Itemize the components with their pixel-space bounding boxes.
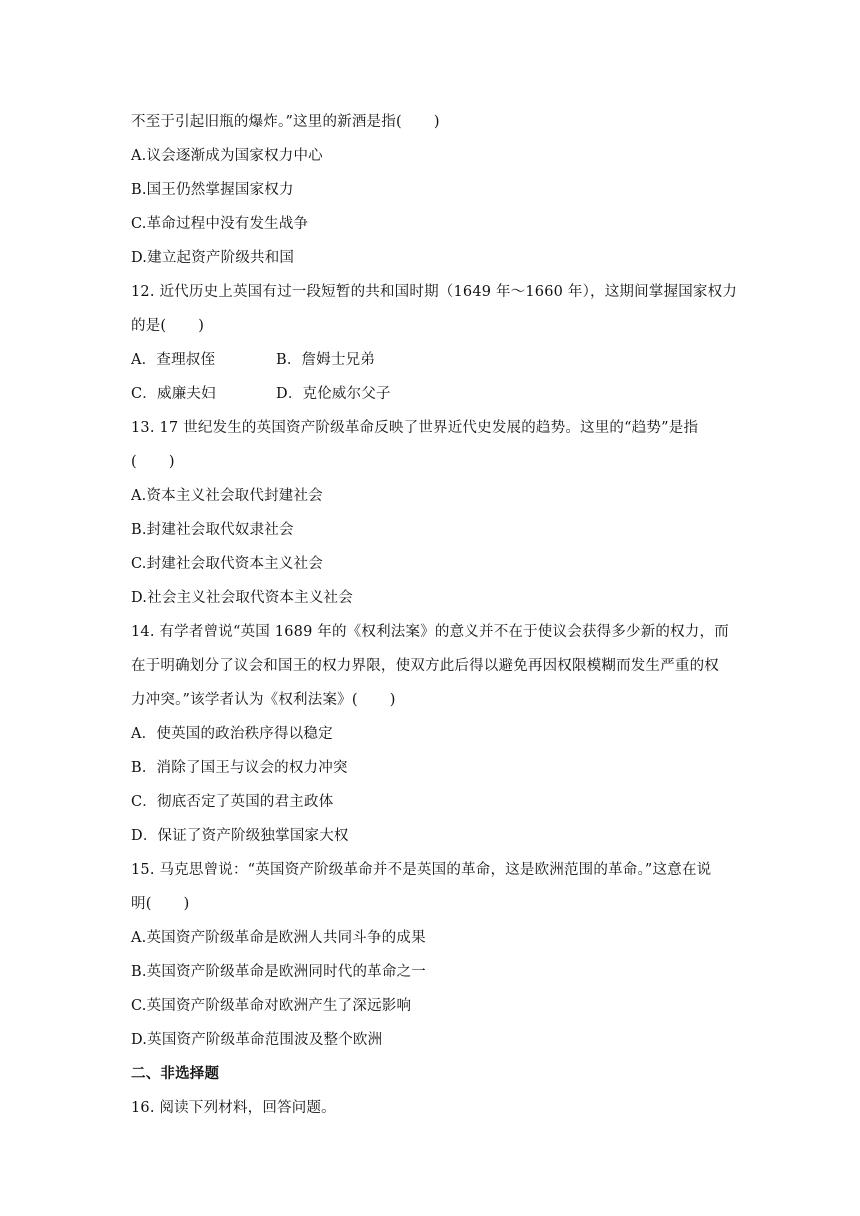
q14-option-b: B．消除了国王与议会的权力冲突	[131, 760, 348, 776]
q14-option-c: C．彻底否定了英国的君主政体	[131, 794, 334, 810]
q15-option-b: B.英国资产阶级革命是欧洲同时代的革命之一	[131, 964, 426, 980]
q12-line2-text: 的是(	[131, 318, 167, 334]
q12-line1: 12. 近代历史上英国有过一段短暂的共和国时期（1649 年～1660 年），这期间掌握国家权力	[131, 284, 738, 300]
q14-option-a: A．使英国的政治秩序得以稳定	[131, 726, 333, 742]
q13-line2	[131, 452, 175, 472]
q15-option-a: A.英国资产阶级革命是欧洲人共同斗争的成果	[131, 930, 426, 946]
q12-option-c: C．威廉夫妇	[131, 386, 216, 402]
q12-option-a: A．查理叔侄	[131, 352, 216, 368]
q13-option-d: D.社会主义社会取代资本主义社会	[131, 590, 353, 606]
q14-option-d: D．保证了资产阶级独掌国家大权	[131, 828, 349, 844]
q15-line1: 15. 马克思曾说：“英国资产阶级革命并不是英国的革命，这是欧洲范围的革命。”这意在说	[131, 862, 712, 878]
q14-line1: 14. 有学者曾说“英国 1689 年的《权利法案》的意义并不在于使议会获得多少新的权力，而	[131, 624, 729, 640]
q14-line3-text: 力冲突。”该学者认为《权利法案》(	[131, 692, 358, 708]
q11-option-b: B.国王仍然掌握国家权力	[131, 182, 294, 198]
q12-options-row2	[131, 384, 391, 404]
q11-option-d: D.建立起资产阶级共和国	[131, 250, 295, 266]
q13-line1: 13. 17 世纪发生的英国资产阶级革命反映了世界近代史发展的趋势。这里的“趋势”是指	[131, 420, 699, 436]
q11-option-a: A.议会逐渐成为国家权力中心	[131, 148, 323, 164]
q12-option-d: D．克伦威尔父子	[276, 386, 391, 402]
q11-close-paren: )	[433, 114, 440, 130]
q15-line2-text: 明(	[131, 896, 152, 912]
q13-option-c: C.封建社会取代资本主义社会	[131, 556, 323, 572]
q11-stem-end	[131, 112, 440, 132]
q13-option-a: A.资本主义社会取代封建社会	[131, 488, 323, 504]
q12-options-row1	[131, 350, 376, 370]
q12-option-b: B．詹姆士兄弟	[276, 352, 376, 368]
q16-line1: 16. 阅读下列材料，回答问题。	[131, 1100, 336, 1116]
q14-line3	[131, 690, 396, 710]
q12-close-paren: )	[198, 318, 205, 334]
q14-close-paren: )	[389, 692, 396, 708]
q14-line2: 在于明确划分了议会和国王的权力界限，使双方此后得以避免再因权限模糊而发生严重的权	[131, 658, 719, 674]
section-heading: 二、非选择题	[131, 1066, 220, 1082]
q15-close-paren: )	[183, 896, 190, 912]
q15-option-c: C.英国资产阶级革命对欧洲产生了深远影响	[131, 998, 412, 1014]
q15-option-d: D.英国资产阶级革命范围波及整个欧洲	[131, 1032, 383, 1048]
q13-open-paren: (	[131, 454, 137, 470]
q13-option-b: B.封建社会取代奴隶社会	[131, 522, 294, 538]
q15-line2	[131, 894, 189, 914]
q13-close-paren: )	[168, 454, 175, 470]
q11-stem-text: 不至于引起旧瓶的爆炸。”这里的新酒是指(	[131, 114, 402, 130]
q12-line2	[131, 316, 204, 336]
q11-option-c: C.革命过程中没有发生战争	[131, 216, 309, 232]
